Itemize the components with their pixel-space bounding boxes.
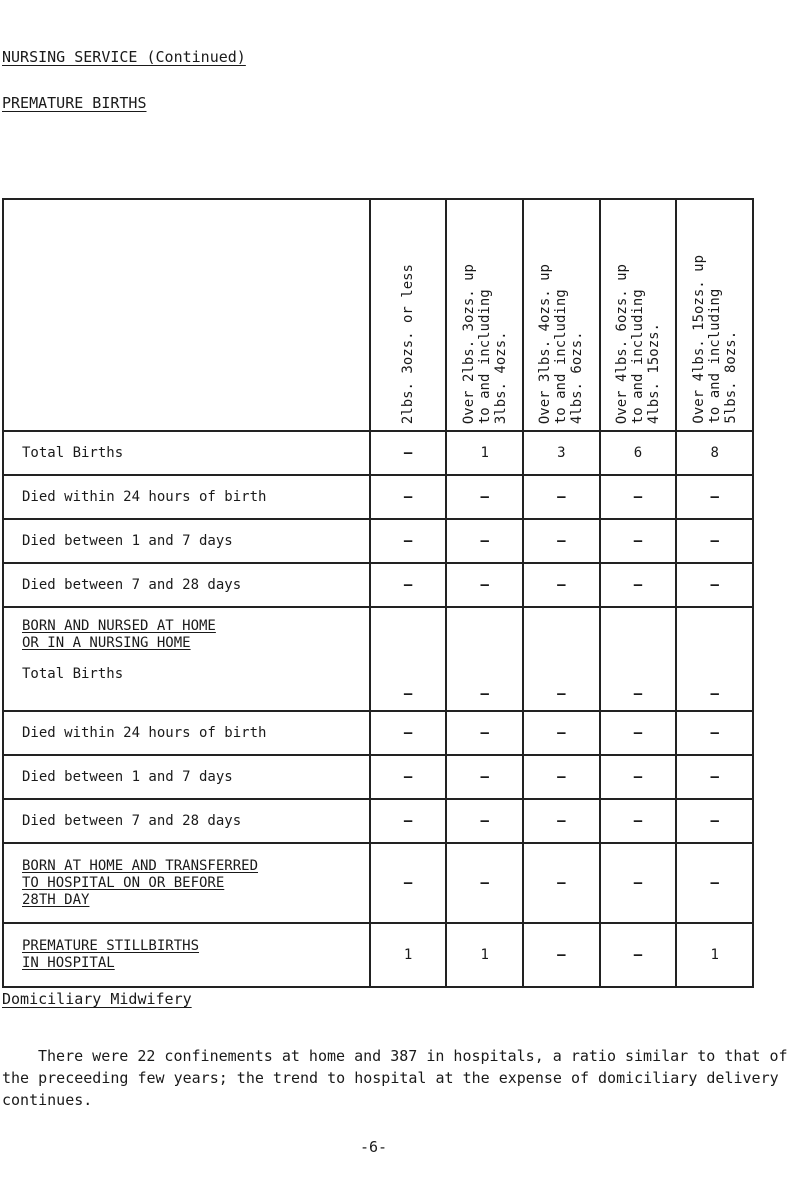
table-cell: – <box>523 843 600 923</box>
table-cell: – <box>446 755 523 799</box>
section-transferred-label <box>3 843 370 923</box>
row-label: Total Births <box>3 431 370 475</box>
table-row <box>3 519 753 563</box>
table-row <box>3 711 753 755</box>
table-cell: – <box>523 607 600 711</box>
table-cell: – <box>370 563 447 607</box>
table-cell: – <box>676 475 753 519</box>
table-cell: 3 <box>523 431 600 475</box>
table-cell: – <box>370 843 447 923</box>
table-cell: – <box>676 711 753 755</box>
table-row <box>3 563 753 607</box>
table-cell: – <box>676 563 753 607</box>
table-row <box>3 799 753 843</box>
table-cell: – <box>523 519 600 563</box>
table-row <box>3 607 753 711</box>
column-header: Over 4lbs. 15ozs. up to and including 5lbs. 8ozs. <box>676 199 753 431</box>
table-cell: – <box>446 607 523 711</box>
column-header: Over 3lbs. 4ozs. up to and including 4lbs. 6ozs. <box>523 199 600 431</box>
table-cell: – <box>523 755 600 799</box>
table-cell: – <box>370 607 447 711</box>
table-cell: 6 <box>600 431 677 475</box>
table-cell: – <box>600 799 677 843</box>
table-cell: – <box>600 607 677 711</box>
table-cell: – <box>370 431 447 475</box>
table-cell: 1 <box>446 923 523 987</box>
table-cell: – <box>370 711 447 755</box>
table-row <box>3 431 753 475</box>
table-cell: – <box>446 711 523 755</box>
column-header: Over 4lbs. 6ozs. up to and including 4lbs. 15ozs. <box>600 199 677 431</box>
section-home-heading: BORN AND NURSED AT HOME OR IN A NURSING HOME <box>22 618 216 651</box>
table-cell: – <box>446 519 523 563</box>
table-cell: 1 <box>676 923 753 987</box>
table-cell: – <box>676 607 753 711</box>
table-cell: – <box>523 475 600 519</box>
table-cell: 8 <box>676 431 753 475</box>
table-cell: – <box>600 843 677 923</box>
table-row <box>3 755 753 799</box>
table-cell: 1 <box>370 923 447 987</box>
table-cell: – <box>523 799 600 843</box>
row-label: Died between 1 and 7 days <box>3 519 370 563</box>
table-cell: – <box>446 563 523 607</box>
table-cell: – <box>370 755 447 799</box>
table-cell: – <box>446 799 523 843</box>
header-blank-cell <box>3 199 370 431</box>
section-stillbirths-label <box>3 923 370 987</box>
premature-births-table <box>2 198 754 988</box>
table-header-row <box>3 199 753 431</box>
row-label: Died between 7 and 28 days <box>3 563 370 607</box>
table-cell: – <box>446 475 523 519</box>
table-cell: – <box>446 843 523 923</box>
section-transferred-heading: BORN AT HOME AND TRANSFERRED TO HOSPITAL ON OR BEFORE 28TH DAY <box>22 857 259 908</box>
section-title: PREMATURE BIRTHS <box>2 94 147 112</box>
page-number: -6- <box>360 1138 388 1156</box>
section-stillbirths-heading: PREMATURE STILLBIRTHS IN HOSPITAL <box>22 938 200 971</box>
table-cell: – <box>676 799 753 843</box>
table-cell: – <box>600 519 677 563</box>
table-cell: – <box>600 563 677 607</box>
row-label: Total Births <box>22 666 124 682</box>
page-title: NURSING SERVICE (Continued) <box>2 48 246 66</box>
domiciliary-midwifery-title: Domiciliary Midwifery <box>2 990 192 1008</box>
row-label: Died within 24 hours of birth <box>3 475 370 519</box>
table-cell: – <box>676 843 753 923</box>
table-row <box>3 843 753 923</box>
table-cell: 1 <box>446 431 523 475</box>
table-cell: – <box>370 475 447 519</box>
section-home-label <box>3 607 370 711</box>
table-row <box>3 475 753 519</box>
row-label: Died between 1 and 7 days <box>3 755 370 799</box>
table-cell: – <box>523 563 600 607</box>
table-cell: – <box>370 799 447 843</box>
row-label: Died between 7 and 28 days <box>3 799 370 843</box>
table-cell: – <box>600 755 677 799</box>
table-cell: – <box>523 711 600 755</box>
table-cell: – <box>600 711 677 755</box>
table-cell: – <box>676 755 753 799</box>
table-cell: – <box>600 923 677 987</box>
table-row <box>3 923 753 987</box>
column-header: Over 2lbs. 3ozs. up to and including 3lbs. 4ozs. <box>446 199 523 431</box>
table-cell: – <box>600 475 677 519</box>
row-label: Died within 24 hours of birth <box>3 711 370 755</box>
table-cell: – <box>676 519 753 563</box>
column-header: 2lbs. 3ozs. or less <box>370 199 447 431</box>
table-cell: – <box>523 923 600 987</box>
domiciliary-paragraph: There were 22 confinements at home and 387 in hospitals, a ratio similar to that of the preceeding few years; the trend to hospital at the expense of domiciliary delivery continues. <box>2 1047 788 1109</box>
table-cell: – <box>370 519 447 563</box>
